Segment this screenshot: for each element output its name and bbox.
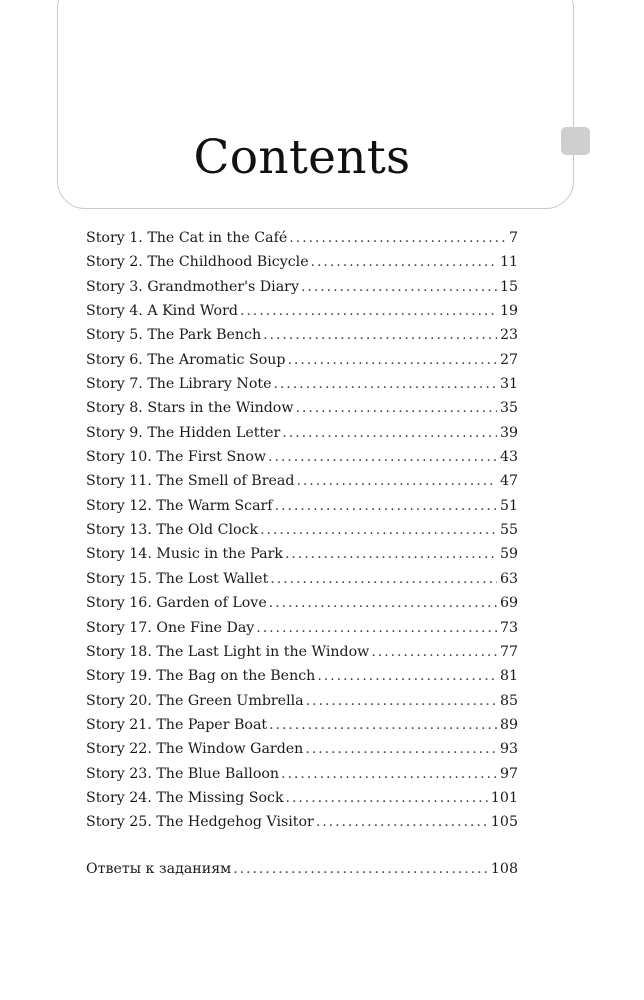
toc-entry-title: Story 14. Music in the Park (86, 546, 283, 563)
dot-leader (270, 567, 497, 591)
toc-entry-title: Story 19. The Bag on the Bench (86, 668, 316, 685)
toc-entry[interactable] (86, 469, 518, 493)
toc-entry-page: 31 (499, 376, 518, 393)
toc-entry[interactable] (86, 250, 518, 274)
table-of-contents (86, 226, 518, 835)
toc-entry[interactable] (86, 348, 518, 372)
toc-entry-title: Story 24. The Missing Sock (86, 789, 284, 806)
toc-entry-title: Story 8. Stars in the Window (86, 400, 294, 417)
toc-entry-page: 93 (499, 741, 518, 758)
toc-entry-page: 63 (499, 570, 518, 587)
toc-entry-page: 19 (499, 303, 518, 320)
dot-leader (269, 713, 497, 737)
toc-entry[interactable] (86, 689, 518, 713)
dot-leader (316, 810, 488, 834)
toc-entry-title: Ответы к заданиям (86, 861, 232, 877)
dot-leader (305, 737, 497, 761)
toc-entry[interactable] (86, 323, 518, 347)
toc-entry[interactable] (86, 713, 518, 737)
dot-leader (260, 518, 497, 542)
toc-entry-title: Story 4. A Kind Word (86, 303, 238, 320)
toc-entry-page: 15 (499, 278, 518, 295)
toc-entry-title: Story 20. The Green Umbrella (86, 692, 304, 709)
toc-entry-page: 59 (499, 546, 518, 563)
dot-leader (371, 640, 497, 664)
dot-leader (281, 762, 497, 786)
toc-entry[interactable] (86, 762, 518, 786)
toc-entry[interactable] (86, 275, 518, 299)
toc-entry-title: Story 12. The Warm Scarf (86, 497, 273, 514)
dot-leader (269, 591, 497, 615)
toc-entry-page: 47 (499, 473, 518, 490)
toc-entry-page: 77 (499, 643, 518, 660)
toc-entry[interactable] (86, 396, 518, 420)
dot-leader (275, 494, 497, 518)
toc-entry-page: 81 (499, 668, 518, 685)
dot-leader (263, 323, 497, 347)
toc-entry[interactable] (86, 810, 518, 834)
toc-entry-title: Story 11. The Smell of Bread (86, 473, 295, 490)
dot-leader (311, 250, 497, 274)
toc-entry[interactable] (86, 421, 518, 445)
dot-leader (289, 226, 506, 250)
toc-entry-page: 108 (490, 861, 518, 877)
dot-leader (268, 445, 497, 469)
toc-entry[interactable] (86, 567, 518, 591)
toc-entry-title: Story 17. One Fine Day (86, 619, 255, 636)
toc-entry-page: 73 (499, 619, 518, 636)
toc-entry[interactable] (86, 786, 518, 810)
toc-entry-page: 101 (490, 789, 518, 806)
dot-leader (282, 421, 497, 445)
dot-leader (286, 786, 488, 810)
toc-entry[interactable] (86, 616, 518, 640)
toc-entry[interactable] (86, 737, 518, 761)
toc-entry-page: 105 (490, 814, 518, 831)
toc-entry-title: Story 21. The Paper Boat (86, 716, 268, 733)
toc-entry-page: 23 (499, 327, 518, 344)
toc-entry-title: Story 18. The Last Light in the Window (86, 643, 370, 660)
toc-entry-page: 7 (508, 230, 518, 246)
toc-entry-title: Story 25. The Hedgehog Visitor (86, 814, 314, 831)
toc-entry-title: Story 2. The Childhood Bicycle (86, 254, 309, 271)
toc-entry-title: Story 15. The Lost Wallet (86, 570, 269, 587)
toc-entry[interactable] (86, 494, 518, 518)
toc-entry-page: 35 (499, 400, 518, 417)
toc-entry[interactable] (86, 542, 518, 566)
toc-entry-title: Story 5. The Park Bench (86, 327, 262, 344)
toc-entry[interactable] (86, 640, 518, 664)
toc-entry-page: 39 (499, 424, 518, 441)
toc-entry-title: Story 1. The Cat in the Café (86, 230, 288, 246)
toc-entry-page: 11 (499, 254, 518, 271)
dot-leader (317, 664, 497, 688)
dot-leader (256, 616, 497, 640)
toc-entry-title: Story 6. The Aromatic Soup (86, 351, 286, 368)
toc-entry-title: Story 23. The Blue Balloon (86, 765, 280, 782)
toc-entry-page: 69 (499, 595, 518, 612)
toc-entry[interactable] (86, 372, 518, 396)
toc-entry-page: 51 (499, 497, 518, 514)
dot-leader (240, 299, 497, 323)
toc-entry-title: Story 3. Grandmother's Diary (86, 278, 299, 295)
toc-entry-page: 85 (499, 692, 518, 709)
toc-entry-title: Story 9. The Hidden Letter (86, 424, 281, 441)
dot-leader (233, 857, 488, 881)
toc-entry-title: Story 13. The Old Clock (86, 522, 259, 539)
dot-leader (301, 275, 497, 299)
dot-leader (306, 689, 497, 713)
toc-entry[interactable] (86, 518, 518, 542)
answers-section (86, 857, 518, 881)
dot-leader (296, 469, 496, 493)
toc-entry-title: Story 7. The Library Note (86, 376, 272, 393)
toc-entry[interactable] (86, 591, 518, 615)
page-title: Contents (193, 130, 411, 185)
toc-entry[interactable] (86, 445, 518, 469)
toc-entry-answers[interactable] (86, 857, 518, 881)
toc-entry-page: 55 (499, 522, 518, 539)
toc-entry[interactable] (86, 299, 518, 323)
dot-leader (285, 542, 497, 566)
toc-entry-title: Story 10. The First Snow (86, 449, 267, 466)
toc-entry-page: 89 (499, 716, 518, 733)
dot-leader (295, 396, 496, 420)
toc-entry-page: 97 (499, 765, 518, 782)
dot-leader (287, 348, 496, 372)
toc-entry-page: 27 (499, 351, 518, 368)
bookmark-tab (561, 127, 590, 155)
toc-entry-page: 43 (499, 449, 518, 466)
toc-entry[interactable] (86, 226, 518, 250)
toc-entry-title: Story 22. The Window Garden (86, 741, 304, 758)
dot-leader (273, 372, 496, 396)
toc-entry-title: Story 16. Garden of Love (86, 595, 267, 612)
toc-entry[interactable] (86, 664, 518, 688)
